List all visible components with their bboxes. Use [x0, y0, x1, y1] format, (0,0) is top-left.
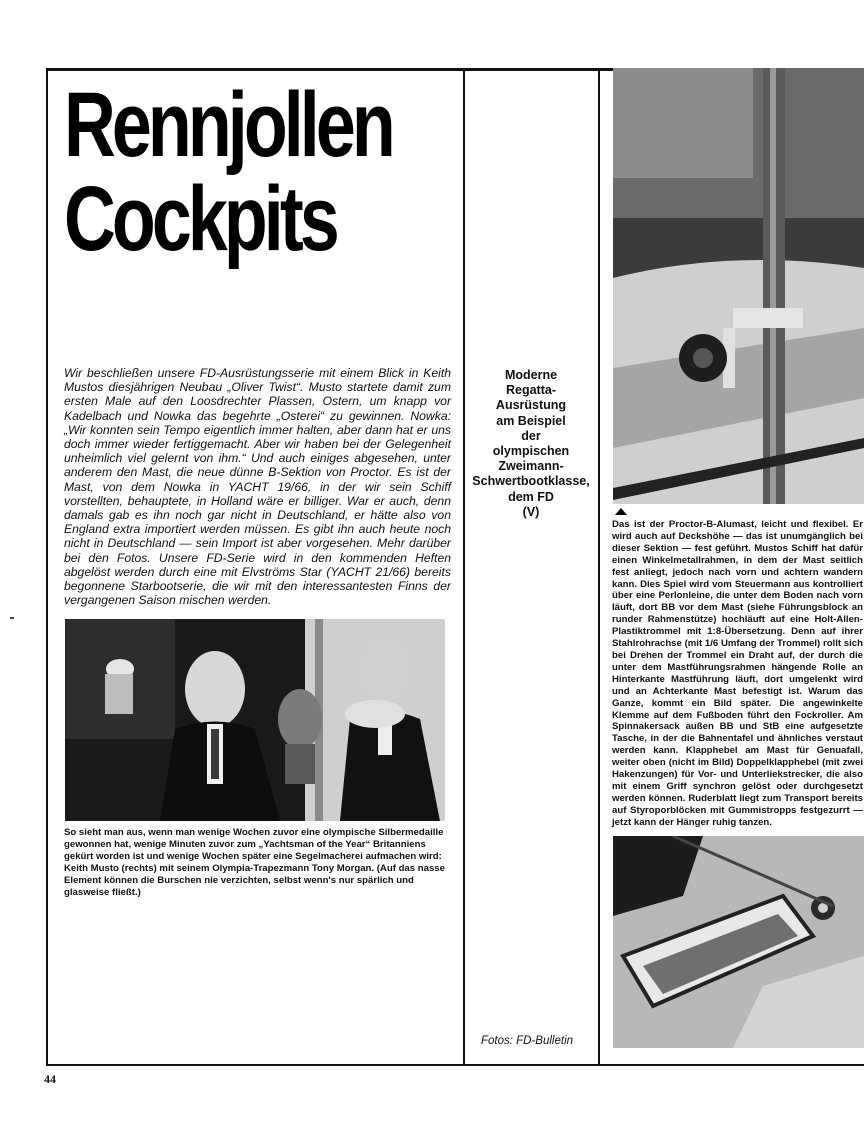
- photo-sailors-drawing: [65, 619, 445, 821]
- headline-line-2: Cockpits: [64, 168, 336, 270]
- photo-deck-fitting: [613, 836, 864, 1048]
- caption-mast: Das ist der Proctor-B-Alumast, leicht und flexibel. Er wird auch auf Deckshöhe — das ist unumgänglich bei dieser Sektion — fest geführt. Mustos Schiff hat dafür einen Winkelmetallrahmen, in dem der Mast seitlich fest anliegt, jedoch nach vorn und achtern wandern kann. Dies Spiel wird vom Steuermann aus kontrolliert über eine Perlonleine, die unter dem Boden nach vorn läuft, dort BB vor dem Mast (siehe Führungsblock an runder Rahmenstütze) hochläuft auf eine Holt-Allen-Plastiktrommel mit 1:8-Übersetzung. Denn auf ihrer Stahlrohrachse (mit 1/6 Umfang der Trommel) rollt sich bei Drehen der Trommel ein Draht auf, der durch die unter dem Mastführungsrahmen hängende Rolle an Hinterkante Mastführung läuft, dort umgelenkt wird und an Achterkante Mast befestigt ist. Warum das Ganze, kommt ein Bild später. Die angewinkelte Klemme auf dem Fußboden führt den Fockroller. Am Spinnakersack außen BB und StB eine aufgesetzte Tasche, in der die Bahnentafel und ähnliches verstaut werden kann. Klapphebel am Mast für Genuafall, weiter oben (nicht im Bild) Doppelklapphebel (mit zwei Hakenzungen) für Vor- und Unterliekstrecker, die also mit einem Griff synchron gelöst oder durchgesetzt werden können. Ruderblatt liegt zum Transport bereits auf Styroporblöcken mit Gummistropps festgezurrt — jetzt kann der Hänger ruhig tanzen.: [612, 519, 863, 828]
- sidebar-title-line: olympischen: [492, 444, 570, 459]
- sidebar-title-line: Moderne: [504, 368, 558, 382]
- photo-mast-drawing: [613, 68, 864, 504]
- page-number: 44: [44, 1072, 56, 1086]
- caption-pointer-arrow: [615, 508, 627, 515]
- photo-mast-cockpit: [613, 68, 864, 504]
- series-sidebar-title: [466, 368, 596, 520]
- sidebar-title-line: (V): [522, 504, 540, 519]
- sidebar-title-line: am Beispiel: [496, 413, 566, 428]
- photo-credit: Fotos: FD-Bulletin: [481, 1035, 574, 1047]
- intro-paragraph: Wir beschließen unsere FD-Ausrüstungsserie mit einem Blick in Keith Mustos diesjährigen Neubau „Oliver Twist“. Musto startete damit zum ersten Male auf den Loosdrechter Plassen, Ostern, um knapp vor Kadelbach und Nowka das begehrte „Osterei“ zu gewinnen. Nowka: „Wir konnten sein Tempo eigentlich immer halten, aber dann hat er uns doch immer wieder fertiggemacht. Aber wir haben bei der Gelegenheit unheimlich viel gelernt von ihm.“ Und auch einiges abgesehen, unter anderem den Mast, die neue dünne B-Sektion von Proctor. Es ist der Mast, von dem Nowka in YACHT 19/66, in der wir sein Schiff vorstellten, behauptete, in Holland wäre er billiger. War er auch, denn damals gab es ihn noch gar nicht in Deutschland, er hätte also von England extra importiert werden müssen. Es gibt ihn auch heute noch nicht in Deutschland — sein Import ist aber vorgesehen. Mehr darüber bei den Fotos. Unsere FD-Serie wird in den kommenden Heften abgelöst werden durch eine mit Elvströms Star (YACHT 21/66) bereits begonnene Starbootserie, die wir mit den interessantesten Finns der vergangenen Saison mischen werden.: [64, 366, 451, 608]
- photo-sailors-toasting: [65, 619, 445, 821]
- column-divider-left: [463, 68, 465, 1066]
- scan-speck: [10, 617, 14, 619]
- headline-line-1: Rennjollen: [64, 74, 392, 176]
- sidebar-title-line: dem FD: [508, 489, 554, 504]
- sidebar-title-line: Zweimann-: [498, 459, 564, 474]
- photo-deck-drawing: [613, 836, 864, 1048]
- frame-bottom-rule: [46, 1064, 864, 1066]
- sidebar-title-line: Schwertbootklasse,: [472, 474, 590, 489]
- sidebar-title-line: der: [521, 428, 541, 443]
- headline: [64, 74, 392, 270]
- frame-left-rule: [46, 68, 48, 1066]
- caption-sailors: So sieht man aus, wenn man wenige Wochen zuvor eine olympische Silbermedaille gewonnen hat, wenige Minuten zuvor zum „Yachtsman of the Year“ Britanniens gekürt worden ist und wenige Wochen später eine Segelmacherei aufmachen wird: Keith Musto (rechts) mit seinem Olympia-Trapezmann Tony Morgan. (Auf das nasse Element können die Burschen nie verzichten, selbst wenn's nur spärlich und glasweise fließt.): [64, 827, 445, 898]
- sidebar-title-line: Ausrüstung: [495, 398, 567, 413]
- column-divider-right: [598, 68, 600, 1066]
- sidebar-title-line: Regatta-: [505, 383, 556, 398]
